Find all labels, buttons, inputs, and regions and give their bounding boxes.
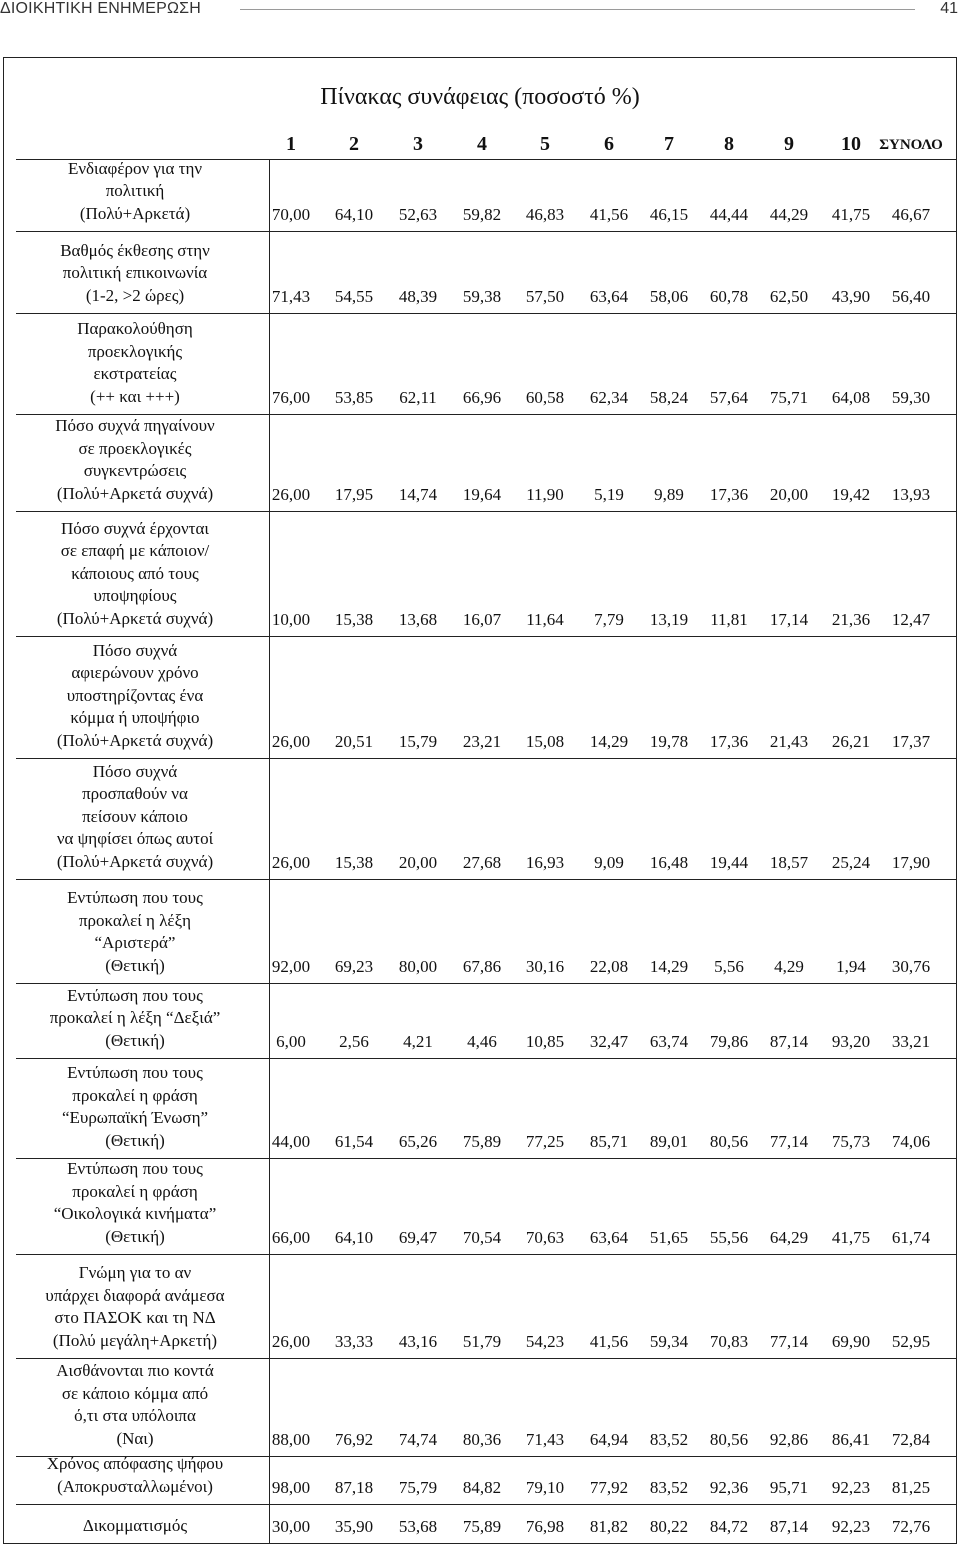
row-label [14, 240, 256, 308]
table-cell: 21,36 [831, 609, 871, 629]
table-cell: 5,56 [714, 956, 744, 976]
table-cell: 17,37 [891, 731, 931, 751]
table-cell: 58,24 [649, 387, 689, 407]
table-cell: 70,83 [709, 1331, 749, 1351]
table-cell: 44,29 [769, 204, 809, 224]
table-cell: 43,90 [831, 286, 871, 306]
row-label-line: Χρόνος απόφασης ψήφου [46, 1454, 224, 1473]
table-cell: 17,36 [709, 484, 749, 504]
row-label-line: (Αποκρυσταλλωμένοι) [57, 1476, 213, 1496]
table-cell: 22,08 [589, 956, 629, 976]
table-cell: 5,19 [594, 484, 624, 504]
table-cell: 16,93 [525, 852, 565, 872]
table-cell: 14,29 [649, 956, 689, 976]
table-cell: 58,06 [649, 286, 689, 306]
table-cell: 30,16 [525, 956, 565, 976]
table-cell: 66,00 [271, 1227, 311, 1247]
table-cell: 63,74 [649, 1031, 689, 1051]
table-cell: 4,46 [467, 1031, 497, 1051]
row-divider [16, 231, 956, 232]
row-label-line: “Αριστερά” [94, 933, 176, 952]
table-cell: 92,86 [769, 1429, 809, 1449]
row-label-line: Πόσο συχνά [92, 761, 178, 781]
table-cell: 93,20 [831, 1031, 871, 1051]
table-cell: 13,68 [398, 609, 438, 629]
table-cell: 32,47 [589, 1031, 629, 1051]
table-cell: 33,21 [891, 1031, 931, 1051]
table-cell: 62,50 [769, 286, 809, 306]
row-label-line: σε επαφή με κάποιον/ [60, 541, 210, 560]
table-cell: 57,50 [525, 286, 565, 306]
table-cell: 51,65 [649, 1227, 689, 1247]
table-cell: 92,23 [831, 1477, 871, 1497]
table-cell: 41,75 [831, 204, 871, 224]
table-cell: 9,09 [594, 852, 624, 872]
table-title: Πίνακας συνάφειας (ποσοστό %) [320, 84, 640, 110]
table-cell: 76,92 [334, 1429, 374, 1449]
table-cell: 87,14 [769, 1516, 809, 1536]
table-cell: 77,25 [525, 1131, 565, 1151]
table-cell: 46,67 [891, 204, 931, 224]
table-cell: 11,90 [526, 484, 564, 504]
row-label-line: πείσουν κάποιο [82, 806, 188, 826]
table-cell: 43,16 [398, 1331, 438, 1351]
table-cell: 11,81 [710, 609, 748, 629]
row-label-line: “Ευρωπαϊκή Ένωση” [61, 1108, 209, 1127]
column-header-6: 6 [604, 133, 614, 155]
row-label [14, 887, 256, 977]
row-label-line: Εντύπωση που τους [67, 1063, 203, 1082]
table-cell: 64,29 [769, 1227, 809, 1247]
table-cell: 51,79 [462, 1331, 502, 1351]
row-label [14, 318, 256, 408]
table-cell: 83,52 [649, 1429, 689, 1449]
row-label-line: προκαλεί η φράση [72, 1181, 198, 1201]
table-cell: 92,36 [709, 1477, 749, 1497]
table-cell: 59,38 [462, 286, 502, 306]
table-cell: 14,74 [398, 484, 438, 504]
row-label [14, 761, 256, 874]
table-cell: 16,07 [462, 609, 502, 629]
table-cell: 6,00 [276, 1031, 306, 1051]
table-cell: 46,83 [525, 204, 565, 224]
row-label-line: Αισθάνονται πιο κοντά [56, 1361, 214, 1380]
table-cell: 69,90 [831, 1331, 871, 1351]
table-cell: 2,56 [339, 1031, 369, 1051]
table-cell: 87,18 [334, 1477, 374, 1497]
table-cell: 17,36 [709, 731, 749, 751]
table-cell: 77,92 [589, 1477, 629, 1497]
row-label-line: Βαθμός έκθεσης στην [60, 240, 210, 260]
table-cell: 21,43 [769, 731, 809, 751]
row-label-line: πολιτική επικοινωνία [62, 263, 208, 282]
table-cell: 52,63 [398, 204, 438, 224]
table-cell: 77,14 [769, 1331, 809, 1351]
row-divider [16, 1254, 956, 1255]
table-cell: 59,30 [891, 387, 931, 407]
table-cell: 15,38 [334, 852, 374, 872]
table-cell: 17,14 [769, 609, 809, 629]
table-cell: 46,15 [649, 204, 689, 224]
row-label [14, 1360, 256, 1450]
row-label-line: (++ και +++) [90, 386, 180, 406]
table-cell: 77,14 [769, 1131, 809, 1151]
table-cell: 17,90 [891, 852, 931, 872]
table-cell: 62,34 [589, 387, 629, 407]
table-cell: 95,71 [769, 1477, 809, 1497]
table-cell: 11,64 [526, 609, 564, 629]
table-cell: 54,23 [525, 1331, 565, 1351]
table-cell: 44,44 [709, 204, 749, 224]
table-cell: 16,48 [649, 852, 689, 872]
row-label [14, 1453, 256, 1498]
table-cell: 76,98 [525, 1516, 565, 1536]
row-label-line: Πόσο συχνά έρχονται [61, 518, 209, 538]
table-cell: 67,86 [462, 956, 502, 976]
row-label-line: προεκλογικής [87, 341, 183, 361]
row-label-line: Γνώμη για το αν [78, 1263, 192, 1282]
row-label-line: ό,τι στα υπόλοιπα [74, 1406, 196, 1425]
column-header-10: 10 [841, 133, 861, 155]
table-cell: 80,00 [398, 956, 438, 976]
table-cell: 26,00 [271, 852, 311, 872]
table-cell: 44,00 [271, 1131, 311, 1151]
row-label-line: σε προεκλογικές [78, 438, 192, 458]
column-header-4: 4 [477, 133, 487, 155]
table-cell: 56,40 [891, 286, 931, 306]
row-divider [16, 1358, 956, 1359]
table-cell: 18,57 [769, 852, 809, 872]
table-cell: 33,33 [334, 1331, 374, 1351]
table-cell: 41,56 [589, 1331, 629, 1351]
row-label-line: συγκεντρώσεις [83, 461, 187, 480]
table-cell: 63,64 [589, 1227, 629, 1247]
row-divider [16, 758, 956, 759]
table-cell: 69,47 [398, 1227, 438, 1247]
table-cell: 85,71 [589, 1131, 629, 1151]
row-label-line: πολιτική [105, 181, 165, 200]
table-cell: 72,84 [891, 1429, 931, 1449]
table-cell: 74,74 [398, 1429, 438, 1449]
table-cell: 63,64 [589, 286, 629, 306]
table-cell: 79,86 [709, 1031, 749, 1051]
table-cell: 79,10 [525, 1477, 565, 1497]
row-label-line: Εντύπωση που τους [67, 888, 203, 907]
table-cell: 26,00 [271, 1331, 311, 1351]
row-label-line: (Θετική) [105, 955, 165, 975]
running-header [0, 0, 960, 24]
table-cell: 80,56 [709, 1131, 749, 1151]
table-cell: 20,51 [334, 731, 374, 751]
table-cell: 69,23 [334, 956, 374, 976]
table-cell: 83,52 [649, 1477, 689, 1497]
row-label-line: (Θετική) [105, 1226, 165, 1246]
table-cell: 84,82 [462, 1477, 502, 1497]
row-label [14, 1262, 256, 1352]
table-cell: 74,06 [891, 1131, 931, 1151]
row-label-line: Πόσο συχνά πηγαίνουν [55, 416, 215, 435]
row-label-line: στο ΠΑΣΟΚ και τη ΝΔ [54, 1308, 216, 1327]
row-label-line: κόμμα ή υποψήφιο [70, 708, 200, 727]
table-cell: 75,71 [769, 387, 809, 407]
row-label-line: υποψηφίους [93, 586, 177, 605]
row-label-line: να ψηφίσει όπως αυτοί [56, 829, 214, 848]
row-label [14, 415, 256, 505]
table-cell: 20,00 [769, 484, 809, 504]
table-cell: 64,08 [831, 387, 871, 407]
table-cell: 13,19 [649, 609, 689, 629]
row-divider [16, 1504, 956, 1505]
table-cell: 30,76 [891, 956, 931, 976]
row-divider [16, 511, 956, 512]
row-label-line: (Πολύ+Αρκετά συχνά) [56, 608, 214, 628]
row-label-line: σε κάποιο κόμμα από [61, 1383, 209, 1403]
table-cell: 26,00 [271, 731, 311, 751]
table-cell: 64,10 [334, 204, 374, 224]
row-label-line: Πόσο συχνά [92, 640, 178, 660]
row-divider [16, 879, 956, 880]
table-cell: 41,75 [831, 1227, 871, 1247]
row-label-line: (Θετική) [105, 1130, 165, 1150]
table-cell: 75,73 [831, 1131, 871, 1151]
table-cell: 9,89 [654, 484, 684, 504]
table-cell: 54,55 [334, 286, 374, 306]
row-label-line: προκαλεί η λέξη “Δεξιά” [49, 1008, 221, 1027]
table-cell: 53,68 [398, 1516, 438, 1536]
table-cell: 59,82 [462, 204, 502, 224]
table-cell: 92,23 [831, 1516, 871, 1536]
row-label [14, 1062, 256, 1152]
row-label [14, 640, 256, 753]
row-label-line: προκαλεί η λέξη [78, 910, 192, 930]
table-cell: 92,00 [271, 956, 311, 976]
row-label-line: (Πολύ+Αρκετά συχνά) [56, 483, 214, 503]
table-cell: 81,25 [891, 1477, 931, 1497]
row-label-line: Ενδιαφέρον για την [67, 158, 203, 178]
table-cell: 19,78 [649, 731, 689, 751]
table-cell: 70,00 [271, 204, 311, 224]
table-cell: 57,64 [709, 387, 749, 407]
table-cell: 75,89 [462, 1516, 502, 1536]
table-cell: 70,54 [462, 1227, 502, 1247]
row-label [14, 518, 256, 631]
table-cell: 60,58 [525, 387, 565, 407]
table-cell: 10,00 [271, 609, 311, 629]
table-cell: 62,11 [399, 387, 437, 407]
table-cell: 80,36 [462, 1429, 502, 1449]
table-cell: 66,96 [462, 387, 502, 407]
row-label-line: Παρακολούθηση [77, 319, 193, 338]
column-header-9: 9 [784, 133, 794, 155]
table-cell: 71,43 [525, 1429, 565, 1449]
table-cell: 55,56 [709, 1227, 749, 1247]
row-label-line: κάποιους από τους [71, 563, 199, 583]
table-cell: 25,24 [831, 852, 871, 872]
row-label-line: (Πολύ+Αρκετά συχνά) [56, 851, 214, 871]
table-cell: 10,85 [525, 1031, 565, 1051]
table-cell: 81,82 [589, 1516, 629, 1536]
row-label-line: υποστηρίζοντας ένα [66, 685, 204, 705]
table-cell: 71,43 [271, 286, 311, 306]
table-cell: 87,14 [769, 1031, 809, 1051]
table-cell: 7,79 [594, 609, 624, 629]
table-cell: 70,63 [525, 1227, 565, 1247]
row-divider [16, 1058, 956, 1059]
table-cell: 35,90 [334, 1516, 374, 1536]
table-cell: 98,00 [271, 1477, 311, 1497]
table-cell: 1,94 [836, 956, 866, 976]
row-label [14, 158, 256, 226]
table-cell: 26,21 [831, 731, 871, 751]
table-cell: 4,29 [774, 956, 804, 976]
table-cell: 26,00 [271, 484, 311, 504]
row-label-line: (1-2, >2 ώρες) [85, 285, 185, 305]
row-label-line: εκστρατείας [93, 364, 177, 383]
table-cell: 65,26 [398, 1131, 438, 1151]
table-cell: 88,00 [271, 1429, 311, 1449]
row-label [14, 985, 256, 1053]
row-label-line: (Πολύ μεγάλη+Αρκετή) [52, 1330, 218, 1350]
table-cell: 13,93 [891, 484, 931, 504]
table-cell: 53,85 [334, 387, 374, 407]
table-cell: 48,39 [398, 286, 438, 306]
table-cell: 30,00 [271, 1516, 311, 1536]
table-cell: 19,44 [709, 852, 749, 872]
row-label [14, 1158, 256, 1248]
header-rule [240, 9, 915, 10]
column-header-8: 8 [724, 133, 734, 155]
row-label-line: (Ναι) [116, 1428, 154, 1448]
page-number: 41 [940, 0, 958, 17]
table-cell: 15,38 [334, 609, 374, 629]
table-cell: 14,29 [589, 731, 629, 751]
column-header-total: ΣΥΝΟΛΟ [879, 137, 943, 153]
table-cell: 75,79 [398, 1477, 438, 1497]
row-label-line: Εντύπωση που τους [67, 985, 203, 1005]
table-cell: 80,56 [709, 1429, 749, 1449]
table-cell: 52,95 [891, 1331, 931, 1351]
table-cell: 84,72 [709, 1516, 749, 1536]
row-label-line: (Πολύ+Αρκετά συχνά) [56, 730, 214, 750]
table-cell: 19,64 [462, 484, 502, 504]
column-header-1: 1 [286, 133, 296, 155]
table-cell: 64,10 [334, 1227, 374, 1247]
contingency-table [4, 57, 956, 1543]
table-cell: 12,47 [891, 609, 931, 629]
table-cell: 15,08 [525, 731, 565, 751]
column-header-2: 2 [349, 133, 359, 155]
table-cell: 4,21 [403, 1031, 433, 1051]
table-cell: 15,79 [398, 731, 438, 751]
table-cell: 75,89 [462, 1131, 502, 1151]
table-cell: 41,56 [589, 204, 629, 224]
row-label [14, 1515, 256, 1538]
row-label-line: (Θετική) [105, 1030, 165, 1050]
column-header-7: 7 [664, 133, 674, 155]
journal-title: ΔΙΟΙΚΗΤΙΚΗ ΕΝΗΜΕΡΩΣΗ [0, 0, 201, 17]
table-cell: 72,76 [891, 1516, 931, 1536]
table-cell: 76,00 [271, 387, 311, 407]
table-cell: 80,22 [649, 1516, 689, 1536]
row-label-line: αφιερώνουν χρόνο [71, 663, 199, 682]
table-cell: 19,42 [831, 484, 871, 504]
row-label-line: (Πολύ+Αρκετά) [79, 203, 191, 223]
column-header-3: 3 [413, 133, 423, 155]
table-cell: 20,00 [398, 852, 438, 872]
table-cell: 61,74 [891, 1227, 931, 1247]
table-cell: 89,01 [649, 1131, 689, 1151]
table-cell: 17,95 [334, 484, 374, 504]
row-label-line: υπάρχει διαφορά ανάμεσα [45, 1285, 225, 1305]
row-label-line: προκαλεί η φράση [72, 1085, 198, 1105]
row-label-line: προσπαθούν να [82, 784, 188, 803]
row-label-line: “Οικολογικά κινήματα” [53, 1204, 217, 1223]
row-label-line: Δικομματισμός [82, 1515, 188, 1535]
table-cell: 61,54 [334, 1131, 374, 1151]
table-cell: 60,78 [709, 286, 749, 306]
table-cell: 23,21 [462, 731, 502, 751]
table-cell: 86,41 [831, 1429, 871, 1449]
row-label-line: Εντύπωση που τους [67, 1159, 203, 1178]
table-cell: 64,94 [589, 1429, 629, 1449]
row-divider [16, 313, 956, 314]
column-header-5: 5 [540, 133, 550, 155]
table-cell: 27,68 [462, 852, 502, 872]
table-cell: 59,34 [649, 1331, 689, 1351]
row-divider [16, 636, 956, 637]
